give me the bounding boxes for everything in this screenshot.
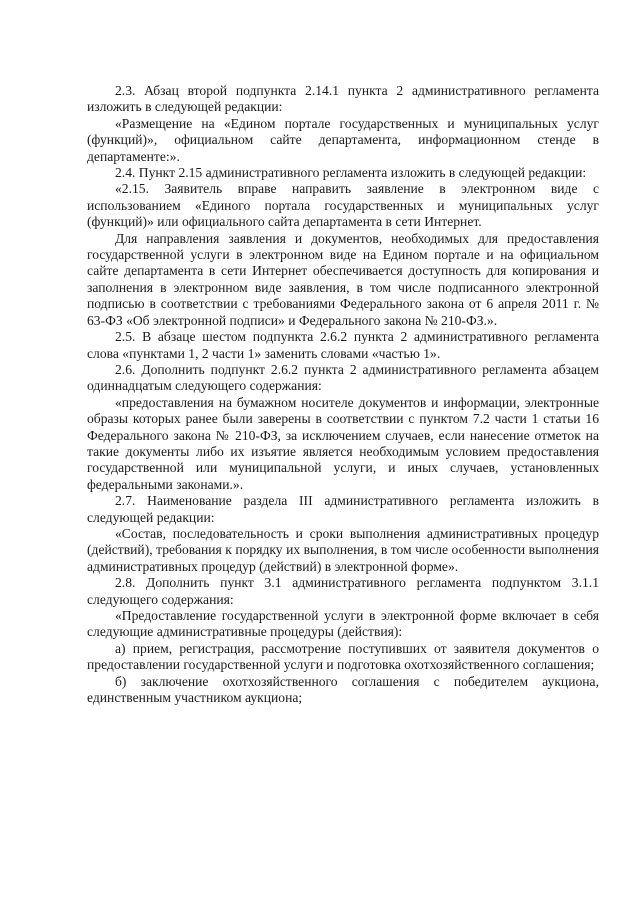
- paragraph-2-6-quote: «предоставления на бумажном носителе документов и информации, электронные образы которых ранее были заверены в соответствии с пунктом 7.2 части 1 статьи 16 Федерального закона № 210-ФЗ, за исключением случаев, если нанесение отметок на такие документы либо их изъятие является необходимым условием предоставления государственной или муниципальной услуги, и иных случаев, установленных федеральными законами.».: [87, 394, 599, 492]
- paragraph-2-15-body: Для направления заявления и документов, необходимых для предоставления государственной услуги в электронном виде на Едином портале и на официальном сайте департамента в сети Интернет обеспечивается доступность для копирования и заполнения в электронном виде заявления, в том числе подписанного электронной подписью в соответствии с требованиями Федерального закона от 6 апреля 2011 г. № 63-ФЗ «Об электронной подписи» и Федерального закона № 210-ФЗ.».: [87, 230, 599, 328]
- paragraph-2-7-quote: «Состав, последовательность и сроки выполнения административных процедур (действий), требования к порядку их выполнения, в том числе особенности выполнения административных процедур (действий) в электронной форме».: [87, 525, 599, 574]
- document-page: [87, 83, 599, 706]
- paragraph-2-6: 2.6. Дополнить подпункт 2.6.2 пункта 2 административного регламента абзацем одиннадцатым следующего содержания:: [87, 361, 599, 394]
- list-item-b: б) заключение охотхозяйственного соглашения с победителем аукциона, единственным участником аукциона;: [87, 673, 599, 706]
- paragraph-2-7: 2.7. Наименование раздела III административного регламента изложить в следующей редакции:: [87, 493, 599, 525]
- list-item-a: а) прием, регистрация, рассмотрение поступивших от заявителя документов о предоставлении государственной услуги и подготовка охотхозяйственного соглашения;: [87, 640, 599, 673]
- paragraph-2-8: 2.8. Дополнить пункт 3.1 административного регламента подпунктом 3.1.1 следующего содержания:: [87, 575, 599, 607]
- paragraph-2-3-quote: «Размещение на «Едином портале государственных и муниципальных услуг (функций)», официальном сайте департамента, информационном стенде в департаменте:».: [87, 115, 599, 164]
- paragraph-2-4: 2.4. Пункт 2.15 административного регламента изложить в следующей редакции:: [115, 165, 587, 181]
- paragraph-2-3: 2.3. Абзац второй подпункта 2.14.1 пункта 2 административного регламента изложить в следующей редакции:: [87, 83, 599, 115]
- paragraph-2-5: 2.5. В абзаце шестом подпункта 2.6.2 пункта 2 административного регламента слова «пунктами 1, 2 части 1» заменить словами «частью 1».: [87, 329, 599, 361]
- paragraph-2-8-quote: «Предоставление государственной услуги в электронной форме включает в себя следующие административные процедуры (действия):: [87, 608, 599, 640]
- paragraph-2-15-quote: «2.15. Заявитель вправе направить заявление в электронном виде с использованием «Единого портала государственных и муниципальных услуг (функций)» или официального сайта департамента в сети Интернет.: [87, 181, 599, 230]
